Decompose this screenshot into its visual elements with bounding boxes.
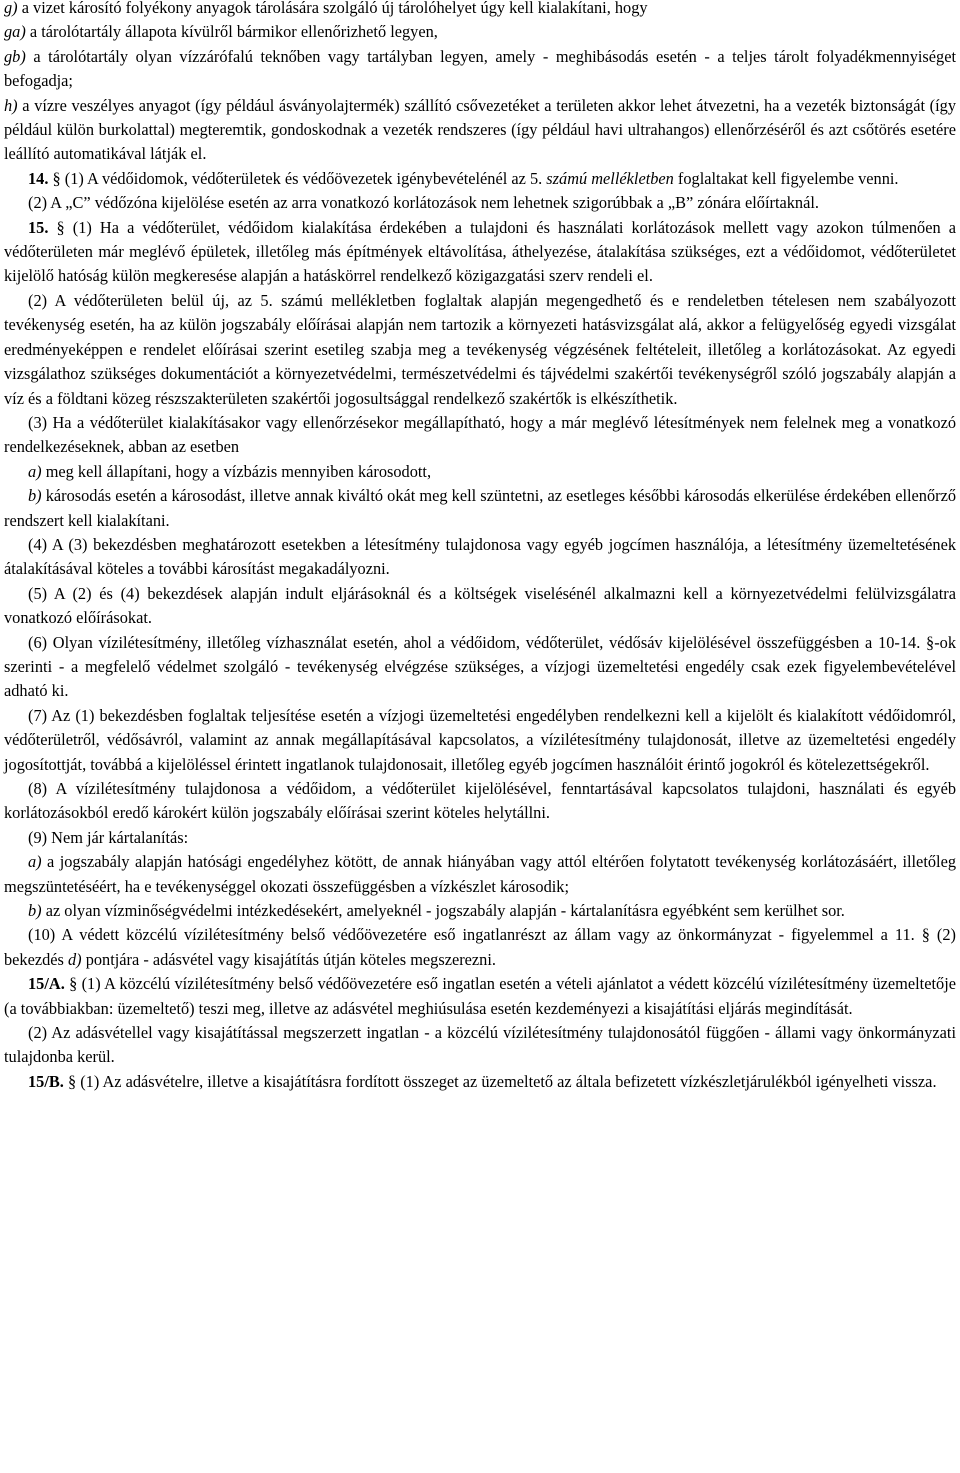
paragraph	[4, 411, 956, 460]
text-run: a vízre veszélyes anyagot (így például ásványolajtermék) szállító csővezetéket a területen akkor lehet átvezetni, ha a vezeték biztonságát (így például külön burkolattal) megteremtik, gondoskodnak a vezeték rendszeres (így például havi ultrahangos) ellenőrzéséről és azt csőtörés esetére leállító automatikával látják el.	[4, 95, 957, 164]
text-run: § (1) A közcélú vízilétesítmény belső védőövezetére eső ingatlan esetén a vételi ajánlatot a védett közcélú vízilétesítmény üzemeltetője (a továbbiakban: üzemeltető) teszi meg, illetve az adásvétel meghiúsulása esetén kezdeményezi a kisajátítási eljárás megindítását.	[4, 974, 956, 1018]
text-run: (2) A „C” védőzóna kijelölése esetén az arra vonatkozó korlátozások nem lehetnek szigorúbbak a „B” zónára előírtaknál.	[28, 193, 819, 213]
text-run: 15/B.	[28, 1071, 64, 1091]
text-run: ga)	[4, 22, 30, 42]
paragraph	[4, 923, 956, 972]
text-run: h)	[4, 95, 23, 115]
text-run: a jogszabály alapján hatósági engedélyhez kötött, de annak hiányában vagy attól eltérően folytatott tevékenység korlátozásáért, illetőleg megszüntetéséért, ha e tevékenységgel okozati összefüggésben a vízkészlet károsodik;	[4, 852, 956, 896]
paragraph	[4, 777, 956, 826]
text-run: 15/A.	[28, 974, 65, 994]
paragraph	[4, 289, 956, 411]
text-run: b)	[28, 901, 42, 921]
text-run: (4) A (3) bekezdésben meghatározott esetekben a létesítmény tulajdonosa vagy egyéb jogcímen használója, a létesítmény üzemeltetésének átalakításával köteles a további károsítást megakadályozni.	[4, 534, 956, 579]
text-run: a)	[28, 852, 42, 872]
text-run: (2) A védőterületen belül új, az 5. számú mellékletben foglaltak alapján megengedhető és e rendeletben tételesen nem szabályozott tevékenység esetén, ha az külön jogszabály előírásai alapján nem tartozik a környezeti hatásvizsgálat alá, akkor a felügyelőség egyedi vizsgálat eredményeképpen e rendelet előírásai szerint esetileg szabja meg a tevékenység végzésének feltételeit, illetőleg a korlátozásokat. Az egyedi vizsgálathoz szükséges dokumentációt a környezetvédelmi, természetvédelmi és tájvédelmi szakértői tevékenységről szóló jogszabály alapján a víz és a földtani közeg részszakterületen szakértői jogosultsággal rendelkező szakértők is elkészíthetik.	[4, 290, 956, 408]
paragraph	[4, 191, 956, 215]
paragraph	[4, 704, 956, 777]
text-run: (10) A védett közcélú vízilétesítmény belső védőövezetére eső ingatlanrészt az állam vagy az önkormányzat - figyelemmel a 11. § (2) bekezdés	[4, 925, 956, 969]
text-run: károsodás esetén a károsodást, illetve annak kiváltó okát meg kell szüntetni, az esetleges későbbi károsodás elkerülése érdekében ellenőrző rendszert kell kialakítani.	[4, 486, 956, 530]
paragraph	[4, 484, 956, 533]
text-run: (5) A (2) és (4) bekezdések alapján indult eljárásoknál és a költségek viselésénél alkalmazni kell a környezetvédelmi felülvizsgálatra vonatkozó előírásokat.	[4, 583, 956, 628]
text-run: § (1) Ha a védőterület, védőidom kialakítása érdekében a tulajdoni és használati korlátozások mellett vagy azokon túlmenően a védőterületen már meglévő épületek, illetőleg más építmények eltávolítása, áthelyezése, átalakítása szükséges, ezt a védőidomot, védőterületet kijelölő hatóság külön megkeresése alapján a hatáskörrel rendelkező közigazgatási szerv rendeli el.	[4, 217, 956, 286]
text-run: gb)	[4, 46, 34, 66]
paragraph	[4, 0, 956, 20]
paragraph	[4, 216, 956, 289]
text-run: (6) Olyan vízilétesítmény, illetőleg vízhasználat esetén, ahol a védőidom, védőterület, védősáv kijelölésével összefüggésben a 10-14. §-ok szerinti - a megfelelő védelmet szolgáló - tevékenység elvégzése szükséges, a vízjogi üzemeltetési engedély csak ezek figyelembevételével adható ki.	[4, 632, 956, 701]
text-run: (8) A vízilétesítmény tulajdonosa a védőidom, a védőterület kijelölésével, fenntartásával kapcsolatos tulajdoni, használati és egyéb korlátozásokból eredő károkért külön jogszabály előírásai szerint köteles helytállni.	[4, 779, 956, 823]
text-run: a)	[28, 461, 42, 481]
paragraph	[4, 826, 956, 850]
paragraph	[4, 850, 956, 899]
paragraph	[4, 972, 956, 1021]
paragraph	[4, 94, 956, 167]
text-run: 15.	[28, 217, 49, 237]
text-run: d)	[67, 949, 82, 969]
text-run: a tárolótartály állapota kívülről bármikor ellenőrizhető legyen,	[29, 22, 438, 42]
paragraph	[4, 167, 956, 191]
text-run: számú mellékletben	[546, 168, 674, 188]
text-run: 14.	[28, 168, 49, 188]
text-run: b)	[28, 486, 42, 506]
text-run: a vizet károsító folyékony anyagok tárolására szolgáló új tárolóhelyet úgy kell kialakítani, hogy	[21, 0, 648, 17]
text-run: g)	[4, 0, 22, 17]
paragraph	[4, 1021, 956, 1070]
paragraph	[4, 533, 956, 582]
paragraph	[4, 631, 956, 704]
text-run: (7) Az (1) bekezdésben foglaltak teljesítése esetén a vízjogi üzemeltetési engedélyben rendelkezni kell a kijelölt és kialakított védőidomról, védőterületről, védősávról, valamint az annak megállapításával kapcsolatos, a vízilétesítmény tulajdonosát, illetve az üzemeltetési engedély jogosítottját, továbbá a kijelöléssel érintett ingatlanok tulajdonosait, illetőleg egyéb jogcímen használóit érintő jogokról és kötelezettségekről.	[4, 705, 956, 774]
paragraph	[4, 582, 956, 631]
paragraph	[4, 460, 956, 484]
text-run: az olyan vízminőségvédelmi intézkedésekért, amelyeknél - jogszabály alapján - kártalanításra egyébként sem kerülhet sor.	[41, 901, 845, 921]
text-run: meg kell állapítani, hogy a vízbázis mennyiben károsodott,	[41, 461, 432, 481]
text-run: (9) Nem jár kártalanítás:	[28, 827, 189, 847]
paragraph	[4, 20, 956, 44]
text-run: a tárolótartály olyan vízzárófalú teknőben vagy tartályban legyen, amely - meghibásodás esetén - a teljes tárolt folyadékmennyiséget befogadja;	[4, 46, 957, 91]
text-run: (3) Ha a védőterület kialakításakor vagy ellenőrzésekor megállapítható, hogy a már meglévő létesítmények nem felelnek meg a vonatkozó rendelkezéseknek, abban az esetben	[4, 412, 956, 457]
text-run: § (1) Az adásvételre, illetve a kisajátításra fordított összeget az üzemeltető az általa befizetett vízkészletjárulékból igényelheti vissza.	[63, 1071, 937, 1091]
text-run: foglaltakat kell figyelembe venni.	[673, 168, 899, 188]
text-run: pontjára - adásvétel vagy kisajátítás útján köteles megszerezni.	[81, 949, 496, 969]
text-run: § (1) A védőidomok, védőterületek és védőövezetek igénybevételénél az 5.	[48, 168, 547, 188]
paragraph	[4, 1070, 956, 1094]
paragraph	[4, 45, 956, 94]
text-run: (2) Az adásvétellel vagy kisajátítással megszerzett ingatlan - a közcélú vízilétesítmény tulajdonosától függően - állami vagy önkormányzati tulajdonba kerül.	[4, 1023, 956, 1067]
paragraph	[4, 899, 956, 923]
